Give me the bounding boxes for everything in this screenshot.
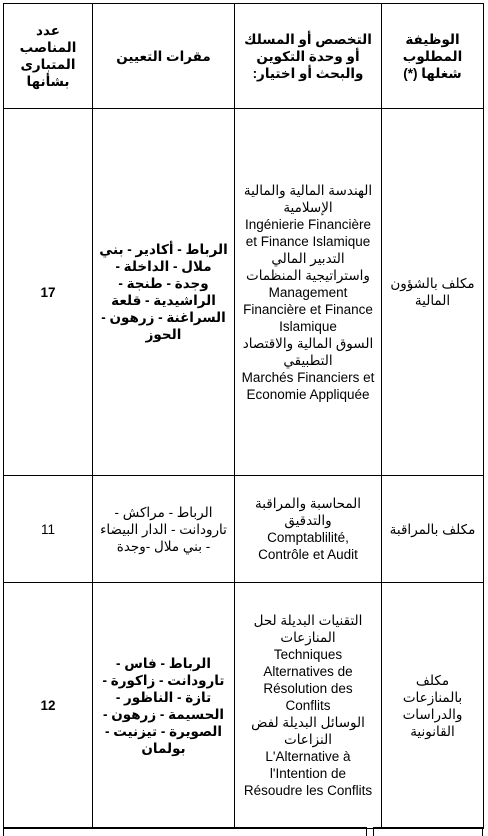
specialty-cell (235, 476, 382, 583)
locations-cell: الرباط - أكادير - بني ملال - الداخلة - وجدة - طنجة - الراشيدية - قلعة السراغنة - زرهون - الحوز (93, 109, 235, 476)
table-row (4, 109, 484, 476)
specialty-line: التدبير المالي واستراتيجية المنظمات (246, 250, 370, 283)
next-table-cell (3, 827, 367, 836)
specialty-line: Marchés Financiers et Economie Appliquée (241, 369, 375, 402)
header-locations: مقرات التعيين (93, 4, 235, 109)
header-job: الوظيفة المطلوب شغلها (*) (382, 4, 484, 109)
table-header-row (4, 4, 484, 109)
specialty-line: السوق المالية والاقتصاد التطبيقي (242, 335, 374, 368)
job-title: مكلف بالمراقبة (382, 476, 484, 583)
table-row (4, 583, 484, 829)
job-title: مكلف بالشؤون المالية (382, 109, 484, 476)
next-table-edge (3, 827, 483, 836)
positions-count: 11 (4, 476, 93, 583)
specialty-cell (235, 109, 382, 476)
table-row (4, 476, 484, 583)
job-title: مكلف بالمنازعات والدراسات القانونية (382, 583, 484, 829)
specialty-line: Techniques Alternatives de Résolution des Conflits (263, 647, 353, 713)
specialty-line: L'Alternative à l'Intention de Résoudre les Conflits (243, 749, 373, 798)
specialty-line: Ingénierie Financière et Finance Islamique (244, 216, 372, 249)
positions-table (3, 3, 484, 829)
header-specialty: التخصص أو المسلك أو وحدة التكوين والبحث أو اختيار: (235, 4, 382, 109)
header-count: عدد المناصب المتبارى بشأنها (4, 4, 93, 109)
next-table-cell (373, 827, 483, 836)
positions-count: 12 (4, 583, 93, 829)
specialty-cell (235, 583, 382, 829)
specialty-line: Comptablilité, Contrôle et Audit (258, 530, 358, 562)
specialty-line: Management Financière et Finance Islamique (243, 284, 373, 334)
specialty-line: التقنيات البديلة لحل المنازعات (253, 613, 363, 645)
specialty-line: المحاسبة والمراقبة والتدقيق (254, 496, 362, 528)
locations-cell: الرباط - مراكش - تارودانت - الدار البيضاء - بني ملال -وجدة (93, 476, 235, 583)
specialty-line: الهندسة المالية والمالية الإسلامية (243, 182, 373, 215)
positions-count: 17 (4, 109, 93, 476)
specialty-line: الوسائل البديلة لفض النزاعات (251, 715, 365, 747)
locations-cell: الرباط - فاس - تارودانت - زاكورة - تازة - الناظور - الحسيمة - زرهون - الصويرة - تيزنيت - بولمان (93, 583, 235, 829)
